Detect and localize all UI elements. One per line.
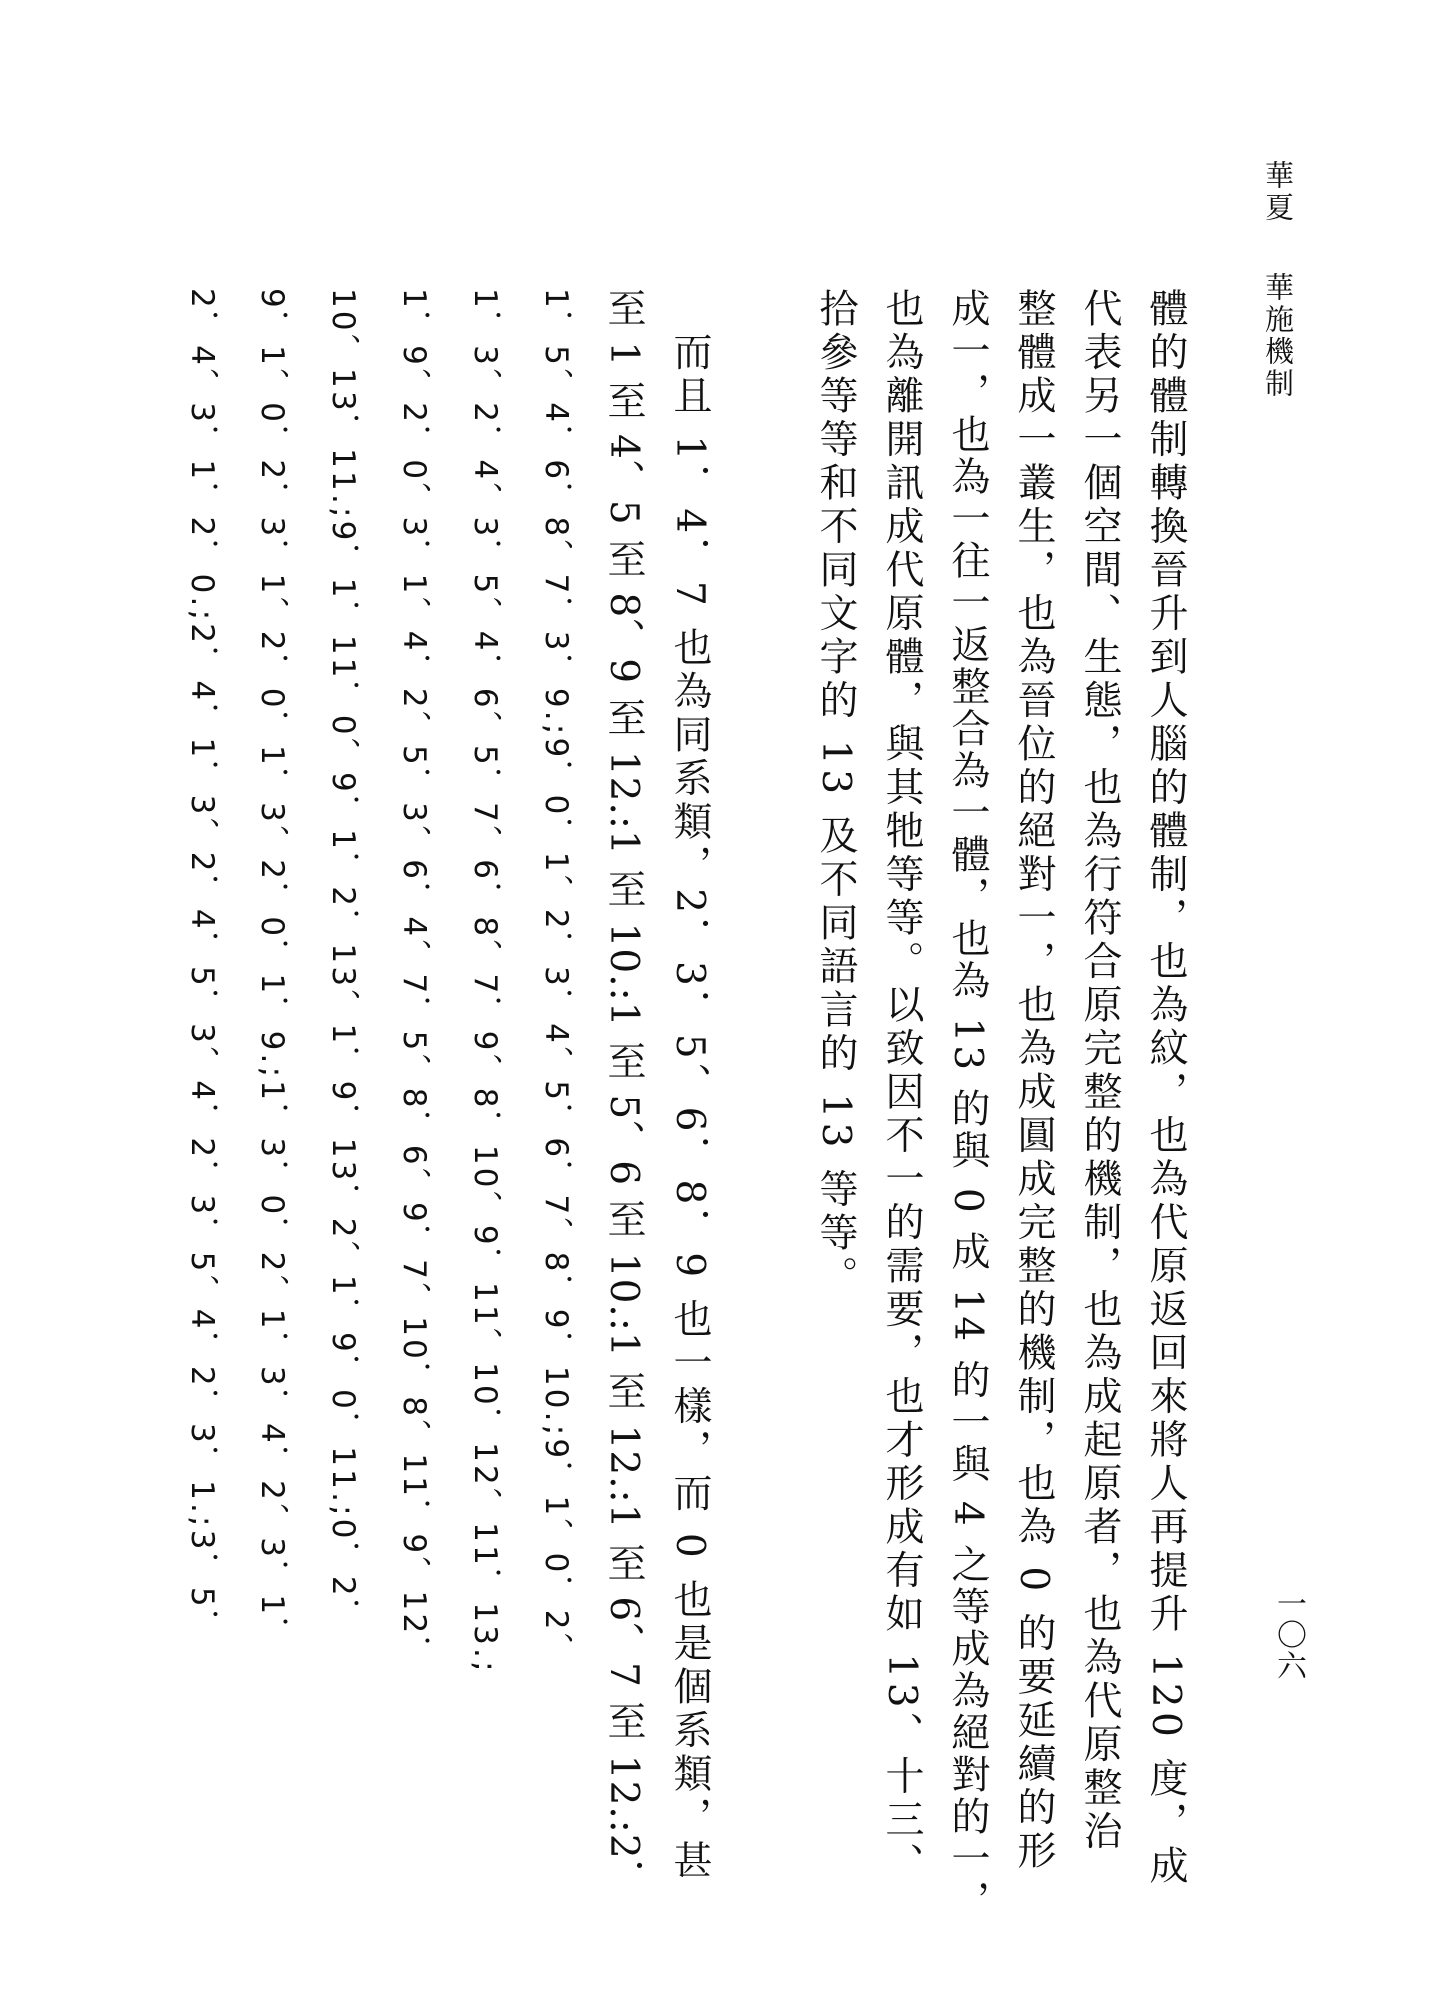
text-column: 代表另一個空間、生態，也為行符合原完整的機制，也為成起原者，也為代原整治 [1077,288,1122,1854]
page-number: 一〇六 [1271,1588,1306,1681]
number-column: 1．3、2．4、3．5、4．6、5．7、6．8、7．9、8．10、9．11、10．12、11．13.; [467,288,503,1675]
running-head [1258,160,1299,400]
number-column: 1．5、4．6．8、7．3．9.;9．0．1、2．3．4、5．6．7、8．9．10.;9．1、0．2、 [538,288,574,1667]
chapter-title: 華施機制 [1261,272,1295,400]
text-column: 拾參等等和不同文字的 13 及不同語言的 13 等等。 [813,288,858,1300]
text-column: 而且 1．4．7 也為同系類，2．3．5、6．8．9 也一樣，而 0 也是個系類，甚 [667,288,712,1884]
number-column: 1．9、2．0、3．1、4．2、5．3、6．4、7．5、8．6、9．7、10．8、11．9、12． [396,288,432,1671]
text-column: 整體成一叢生，也為晉位的絕對一，也為成圓成完整的機制，也為 0 的要延續的形 [1011,288,1056,1874]
text-column: 體的體制轉換晉升到人腦的體制，也為紋，也為代原返回來將人再提升 120 度，成 [1143,288,1188,1889]
number-column: 9．1、0．2．3．1、2．0．1．3、2．0．1．9.;1．3．0．2、1．3．4．2、3．1． [254,288,290,1652]
text-column: 也為離開訊成代原體，與其牠等等。以致因不一的需要，也才形成有如 13、十三、 [879,288,924,1887]
number-column: 10、13．11.;9．1．11．0、9．1．2．13、1．9．13．2、1．9．0．11.;0．2． [325,288,361,1634]
book-title: 華夏 [1261,160,1295,224]
text-column: 至 1 至 4、5 至 8、9 至 12.:1 至 10.:1 至 5、6 至 10.:1 至 12.:1 至 6、7 至 12.:2． [601,288,646,1900]
text-column: 成一，也為一往一返整合為一體，也為 13 的與 0 成 14 的一與 4 之等成為絕對的一， [945,288,990,1923]
number-column: 2．4、3．1．2．0.;2．4．1．3、2．4．5．3、4．2．3．5、4．2．3．1.;3．5． [184,288,220,1644]
